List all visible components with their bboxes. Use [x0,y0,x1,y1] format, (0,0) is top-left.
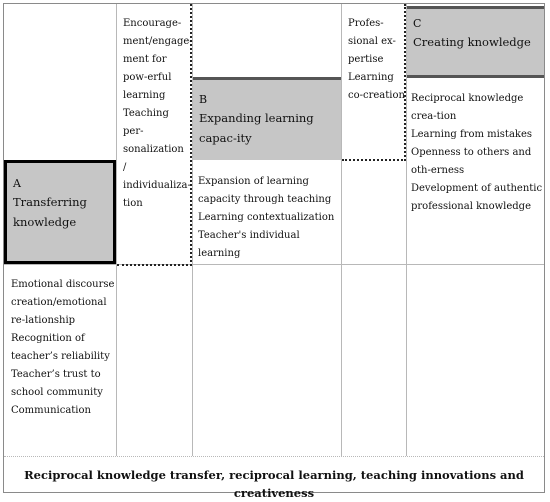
column-b-letter: B [199,93,208,106]
column-a-item: Communication [11,405,91,416]
link-ab-item: Encourage-ment/engage-ment for pow-erful learning [123,18,193,101]
inner-dotted-divider [116,264,117,456]
column-a-item: Teacher’s trust to school community [11,369,103,398]
column-b-item: Expansion of learning capacity through teaching [198,176,332,205]
link-bc-items [348,15,406,105]
column-a-title: Transferring knowledge [13,195,87,229]
column-c-item: Development of authentic professional knowledge [411,183,543,212]
column-a-item: Emotional discourse creation/emotional re-lationship [11,279,115,326]
divider-ab-b [192,4,193,456]
column-c-item: Openness to others and oth-erness [411,147,532,176]
column-c-item: Reciprocal knowledge crea-tion [411,93,524,122]
column-c-header [407,6,544,78]
column-c-items [411,90,543,216]
column-b-item: Teacher's individual learning [198,230,300,259]
column-b-title: Expanding learning capac-ity [199,111,314,145]
column-c-item: Learning from mistakes [411,129,533,140]
link-ab-item: Teaching per-sonalization / individualiza-tion [123,108,191,209]
link-bc-item: Profes-sional ex-pertise [348,18,396,65]
row-divider [4,264,544,265]
column-b-item: Learning contextualization [198,212,335,223]
column-a-letter: A [13,177,21,190]
lower-dotted-line [4,456,544,457]
column-c-letter: C [413,17,422,30]
column-b-items [198,173,340,263]
column-c-title: Creating knowledge [413,35,531,49]
footer-caption: Reciprocal knowledge transfer, reciprocal learning, teaching innovations and creativeness [24,468,524,500]
link-ab-items [123,15,193,213]
column-b-header [193,77,341,160]
link-bc-item: Learning co-creation [348,72,405,101]
column-a-item: Recognition of teacher’s reliability [11,333,110,362]
column-a-items [11,276,115,420]
column-a-header [4,160,116,264]
